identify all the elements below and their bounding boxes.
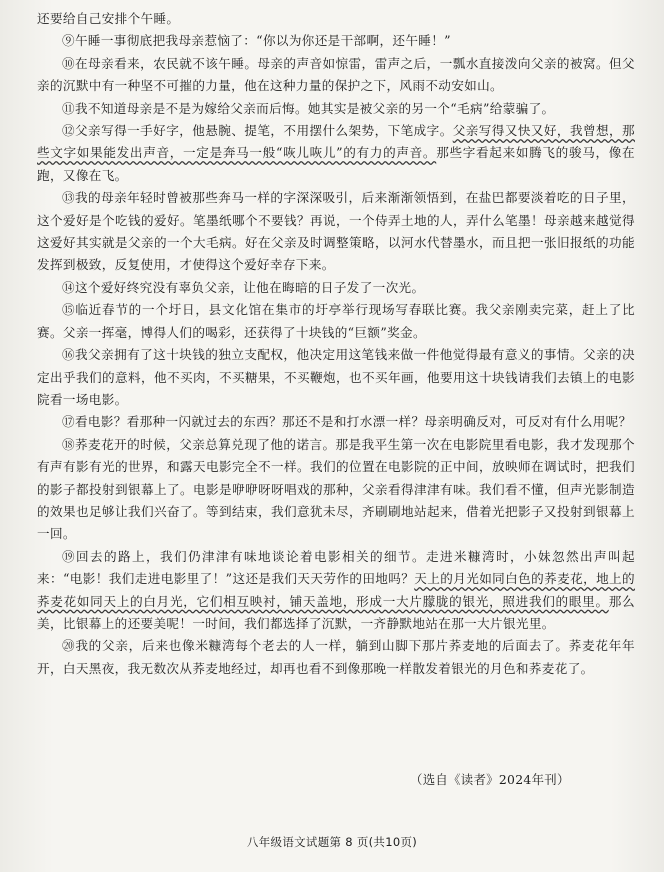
paragraph (37, 187, 635, 277)
text-segment: ⑫父亲写得一手好字，他悬腕、提笔，不用摆什么架势，下笔成字。 (62, 123, 453, 139)
underlined-sentence: 父亲写得又快又好，我曾想，那些文字如果能发出声音，一定是奔马一般“咴儿咴儿”的有力的声音。 (37, 123, 635, 161)
paragraph (37, 546, 635, 636)
page-footer: 八年级语文试题第 8 页(共10页) (246, 835, 418, 849)
paragraph (37, 299, 635, 344)
text-segment: 那么美，比银幕上的还要美呢！一时间，我们都选择了沉默，一齐静默地站在那一大片银光里。 (37, 593, 635, 631)
text-segment: ⑭这个爱好终究没有辜负父亲，让他在晦暗的日子发了一次光。 (62, 279, 425, 295)
paragraph (37, 344, 635, 411)
text-segment: ⑨午睡一事彻底把我母亲惹恼了：“你以为你还是干部啊，还午睡！” (62, 33, 451, 49)
paragraph (37, 8, 635, 30)
paragraph (37, 30, 635, 52)
article-body (37, 8, 635, 680)
text-segment: ⑰看电影？看那种一闪就过去的东西？那还不是和打水漂一样？母亲明确反对，可反对有什么用呢？ (62, 414, 632, 430)
paragraph (37, 277, 635, 299)
paragraph (37, 120, 635, 187)
text-segment: ⑱荞麦花开的时候，父亲总算兑现了他的诺言。那是我平生第一次在电影院里看电影，我才发现那个有声有影有光的世界，和露天电影完全不一样。我们的位置在电影院的正中间，放映师在调试时，把我们的影子都投射到银幕上了。电影是咿咿呀呀唱戏的那种，父亲看得津津有味。我们看不懂，但声光影制造的效果也足够让我们兴奋了。等到结束，我们意犹未尽，齐刷刷地站起来，借着光把影子又投射到银幕上一回。 (37, 436, 635, 542)
paragraph (37, 411, 635, 433)
text-segment: ⑩在母亲看来，农民就不该午睡。母亲的声音如惊雷，雷声之后，一瓢水直接泼向父亲的被窝。但父亲的沉默中有一种坚不可摧的力量，他在这种力量的保护之下，风雨不动安如山。 (37, 55, 635, 94)
text-segment: 那些字看起来如腾飞的骏马，像在跑，又像在飞。 (37, 145, 635, 183)
source-citation: （选自《读者》2024年刊） (410, 772, 570, 787)
text-segment: ⑮临近春节的一个圩日，县文化馆在集市的圩亭举行现场写春联比赛。我父亲刚卖完菜，赶上了比赛。父亲一挥毫，博得人们的喝彩，还获得了十块钱的“巨额”奖金。 (37, 302, 635, 340)
text-segment: ⑬我的母亲年轻时曾被那些奔马一样的字深深吸引，后来渐渐领悟到，在盐巴都要淡着吃的日子里，这个爱好是个吃钱的爱好。笔墨纸哪个不要钱？再说，一个侍弄土地的人，弄什么笔墨！母亲越来越觉得这爱好其实就是父亲的一个大毛病。好在父亲及时调整策略，以河水代替墨水，而且把一张旧报纸的功能发挥到极致，反复使用，才使得这个爱好幸存下来。 (37, 190, 635, 273)
text-segment: ⑯我父亲拥有了这十块钱的独立支配权，他决定用这笔钱来做一件他觉得最有意义的事情。父亲的决定出乎我们的意料，他不买肉，不买糖果，不买鞭炮，也不买年画，他要用这十块钱请我们去镇上的电影院看一场电影。 (37, 347, 635, 407)
text-segment: ⑪我不知道母亲是不是为嫁给父亲而后悔。她其实是被父亲的另一个“毛病”给蒙骗了。 (62, 100, 555, 116)
paragraph (37, 98, 635, 120)
text-segment: 还要给自己安排个午睡。 (37, 11, 180, 26)
paragraph (37, 53, 635, 98)
paragraph (37, 635, 635, 680)
text-segment: ⑲回去的路上，我们仍津津有味地谈论着电影相关的细节。走进米糠湾时，小妹忽然出声叫起来：“电影！我们走进电影里了！”这还是我们天天劳作的田地吗？ (37, 548, 635, 587)
underlined-sentence: 天上的月光如同白色的荞麦花，地上的荞麦花如同天上的白月光，它们相互映衬，铺天盖地，形成一大片朦胧的银光，照进我们的眼里。 (37, 571, 635, 609)
text-segment: ⑳我的父亲，后来也像米糠湾每个老去的人一样，躺到山脚下那片荞麦地的后面去了。荞麦花年年开，白天黑夜，我无数次从荞麦地经过，却再也看不到像那晚一样散发着银光的月色和荞麦花了。 (37, 638, 635, 676)
paragraph (37, 434, 635, 546)
